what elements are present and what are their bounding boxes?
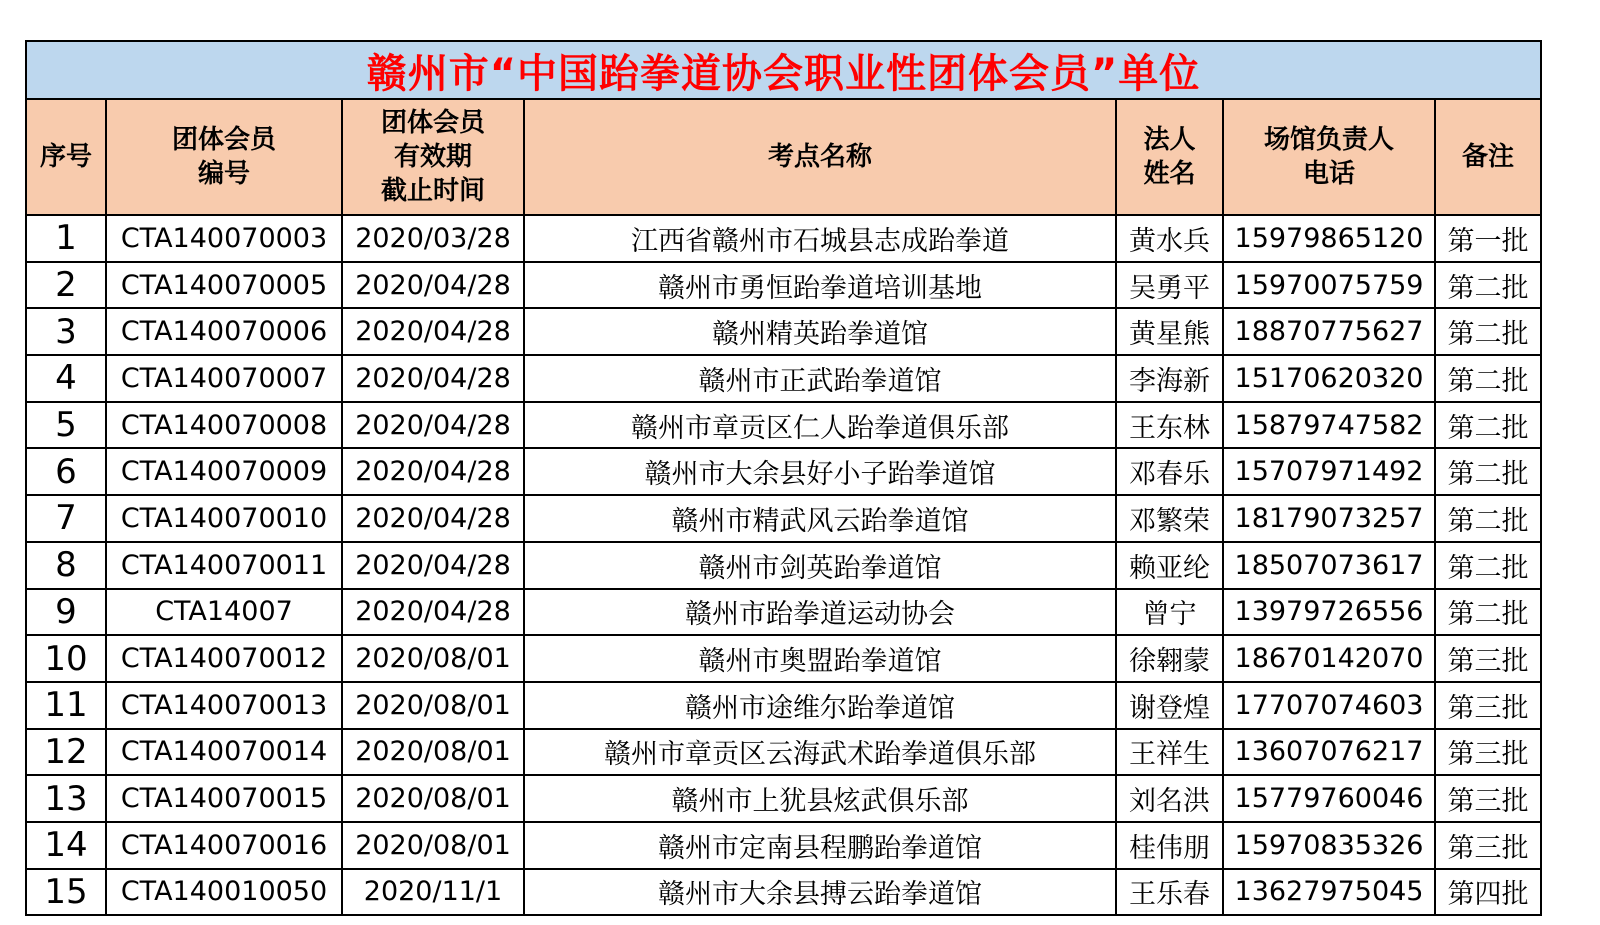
cell-legal-rep: 黄水兵 [1116, 215, 1223, 262]
cell-member-no: CTA140070009 [106, 448, 342, 495]
cell-note: 第三批 [1435, 775, 1540, 822]
cell-member-no: CTA140070007 [106, 355, 342, 402]
cell-expiry: 2020/11/1 [342, 869, 524, 915]
cell-note: 第三批 [1435, 729, 1540, 776]
cell-legal-rep: 赖亚纶 [1116, 542, 1223, 589]
cell-venue: 赣州市剑英跆拳道馆 [524, 542, 1116, 589]
cell-seq: 10 [27, 635, 106, 682]
header-note: 备注 [1435, 100, 1540, 215]
cell-venue: 赣州市大余县搏云跆拳道馆 [524, 869, 1116, 915]
cell-note: 第三批 [1435, 822, 1540, 869]
cell-note: 第四批 [1435, 869, 1540, 915]
cell-legal-rep: 吴勇平 [1116, 262, 1223, 309]
cell-expiry: 2020/04/28 [342, 589, 524, 636]
cell-expiry: 2020/08/01 [342, 635, 524, 682]
cell-phone: 15879747582 [1223, 402, 1435, 449]
cell-legal-rep: 邓春乐 [1116, 448, 1223, 495]
header-member-no: 团体会员 编号 [106, 100, 342, 215]
cell-phone: 17707074603 [1223, 682, 1435, 729]
cell-phone: 18670142070 [1223, 635, 1435, 682]
cell-expiry: 2020/08/01 [342, 822, 524, 869]
cell-legal-rep: 王祥生 [1116, 729, 1223, 776]
cell-member-no: CTA140070006 [106, 308, 342, 355]
cell-venue: 赣州市大余县好小子跆拳道馆 [524, 448, 1116, 495]
cell-note: 第二批 [1435, 355, 1540, 402]
cell-seq: 1 [27, 215, 106, 262]
cell-phone: 18870775627 [1223, 308, 1435, 355]
cell-member-no: CTA14007 [106, 589, 342, 636]
table-row [27, 495, 1540, 542]
table-row [27, 775, 1540, 822]
cell-legal-rep: 桂伟朋 [1116, 822, 1223, 869]
cell-note: 第三批 [1435, 635, 1540, 682]
cell-seq: 9 [27, 589, 106, 636]
cell-expiry: 2020/08/01 [342, 775, 524, 822]
cell-phone: 18507073617 [1223, 542, 1435, 589]
cell-note: 第二批 [1435, 448, 1540, 495]
cell-seq: 14 [27, 822, 106, 869]
cell-phone: 15707971492 [1223, 448, 1435, 495]
cell-seq: 11 [27, 682, 106, 729]
cell-seq: 13 [27, 775, 106, 822]
cell-legal-rep: 曾宁 [1116, 589, 1223, 636]
cell-venue: 赣州市途维尔跆拳道馆 [524, 682, 1116, 729]
header-legal-rep: 法人 姓名 [1116, 100, 1223, 215]
cell-seq: 12 [27, 729, 106, 776]
table-row [27, 729, 1540, 776]
cell-expiry: 2020/04/28 [342, 495, 524, 542]
cell-venue: 赣州市定南县程鹏跆拳道馆 [524, 822, 1116, 869]
cell-venue: 赣州市章贡区云海武术跆拳道俱乐部 [524, 729, 1116, 776]
cell-expiry: 2020/04/28 [342, 402, 524, 449]
cell-expiry: 2020/08/01 [342, 729, 524, 776]
member-table [27, 100, 1540, 914]
cell-seq: 5 [27, 402, 106, 449]
table-row [27, 682, 1540, 729]
table-body [27, 215, 1540, 914]
table-row [27, 635, 1540, 682]
cell-member-no: CTA140070010 [106, 495, 342, 542]
cell-phone: 15979865120 [1223, 215, 1435, 262]
cell-legal-rep: 王东林 [1116, 402, 1223, 449]
cell-legal-rep: 徐翱蒙 [1116, 635, 1223, 682]
table-row [27, 402, 1540, 449]
cell-member-no: CTA140070012 [106, 635, 342, 682]
cell-venue: 赣州市奥盟跆拳道馆 [524, 635, 1116, 682]
cell-member-no: CTA140070014 [106, 729, 342, 776]
cell-seq: 6 [27, 448, 106, 495]
table-row [27, 589, 1540, 636]
table-row [27, 822, 1540, 869]
table-row [27, 355, 1540, 402]
cell-venue: 江西省赣州市石城县志成跆拳道 [524, 215, 1116, 262]
cell-legal-rep: 刘名洪 [1116, 775, 1223, 822]
cell-expiry: 2020/04/28 [342, 355, 524, 402]
table-row [27, 542, 1540, 589]
header-venue: 考点名称 [524, 100, 1116, 215]
cell-legal-rep: 邓繁荣 [1116, 495, 1223, 542]
cell-venue: 赣州精英跆拳道馆 [524, 308, 1116, 355]
table-title: 赣州市“中国跆拳道协会职业性团体会员”单位 [27, 42, 1540, 100]
cell-venue: 赣州市章贡区仁人跆拳道俱乐部 [524, 402, 1116, 449]
header-row [27, 100, 1540, 215]
header-expiry: 团体会员 有效期 截止时间 [342, 100, 524, 215]
cell-member-no: CTA140070008 [106, 402, 342, 449]
cell-phone: 13979726556 [1223, 589, 1435, 636]
cell-phone: 18179073257 [1223, 495, 1435, 542]
cell-member-no: CTA140070013 [106, 682, 342, 729]
cell-phone: 15170620320 [1223, 355, 1435, 402]
table-row [27, 869, 1540, 915]
cell-seq: 15 [27, 869, 106, 915]
cell-seq: 7 [27, 495, 106, 542]
cell-member-no: CTA140070005 [106, 262, 342, 309]
cell-member-no: CTA140070016 [106, 822, 342, 869]
cell-phone: 13607076217 [1223, 729, 1435, 776]
cell-member-no: CTA140070015 [106, 775, 342, 822]
cell-legal-rep: 王乐春 [1116, 869, 1223, 915]
cell-phone: 15779760046 [1223, 775, 1435, 822]
cell-venue: 赣州市上犹县炫武俱乐部 [524, 775, 1116, 822]
cell-legal-rep: 黄星熊 [1116, 308, 1223, 355]
member-table-sheet [25, 40, 1542, 916]
cell-expiry: 2020/04/28 [342, 262, 524, 309]
cell-phone: 15970075759 [1223, 262, 1435, 309]
cell-seq: 2 [27, 262, 106, 309]
cell-legal-rep: 谢登煌 [1116, 682, 1223, 729]
header-seq: 序号 [27, 100, 106, 215]
cell-note: 第二批 [1435, 495, 1540, 542]
cell-note: 第三批 [1435, 682, 1540, 729]
cell-venue: 赣州市勇恒跆拳道培训基地 [524, 262, 1116, 309]
cell-seq: 8 [27, 542, 106, 589]
table-row [27, 262, 1540, 309]
cell-seq: 4 [27, 355, 106, 402]
cell-venue: 赣州市跆拳道运动协会 [524, 589, 1116, 636]
cell-expiry: 2020/04/28 [342, 542, 524, 589]
cell-phone: 13627975045 [1223, 869, 1435, 915]
cell-seq: 3 [27, 308, 106, 355]
cell-note: 第二批 [1435, 402, 1540, 449]
cell-phone: 15970835326 [1223, 822, 1435, 869]
cell-legal-rep: 李海新 [1116, 355, 1223, 402]
header-phone: 场馆负责人 电话 [1223, 100, 1435, 215]
table-row [27, 215, 1540, 262]
cell-expiry: 2020/08/01 [342, 682, 524, 729]
table-row [27, 308, 1540, 355]
cell-expiry: 2020/03/28 [342, 215, 524, 262]
cell-venue: 赣州市精武风云跆拳道馆 [524, 495, 1116, 542]
cell-note: 第一批 [1435, 215, 1540, 262]
cell-note: 第二批 [1435, 542, 1540, 589]
cell-note: 第二批 [1435, 308, 1540, 355]
cell-expiry: 2020/04/28 [342, 308, 524, 355]
cell-expiry: 2020/04/28 [342, 448, 524, 495]
cell-member-no: CTA140070011 [106, 542, 342, 589]
table-row [27, 448, 1540, 495]
cell-member-no: CTA140010050 [106, 869, 342, 915]
cell-note: 第二批 [1435, 589, 1540, 636]
cell-note: 第二批 [1435, 262, 1540, 309]
cell-member-no: CTA140070003 [106, 215, 342, 262]
cell-venue: 赣州市正武跆拳道馆 [524, 355, 1116, 402]
